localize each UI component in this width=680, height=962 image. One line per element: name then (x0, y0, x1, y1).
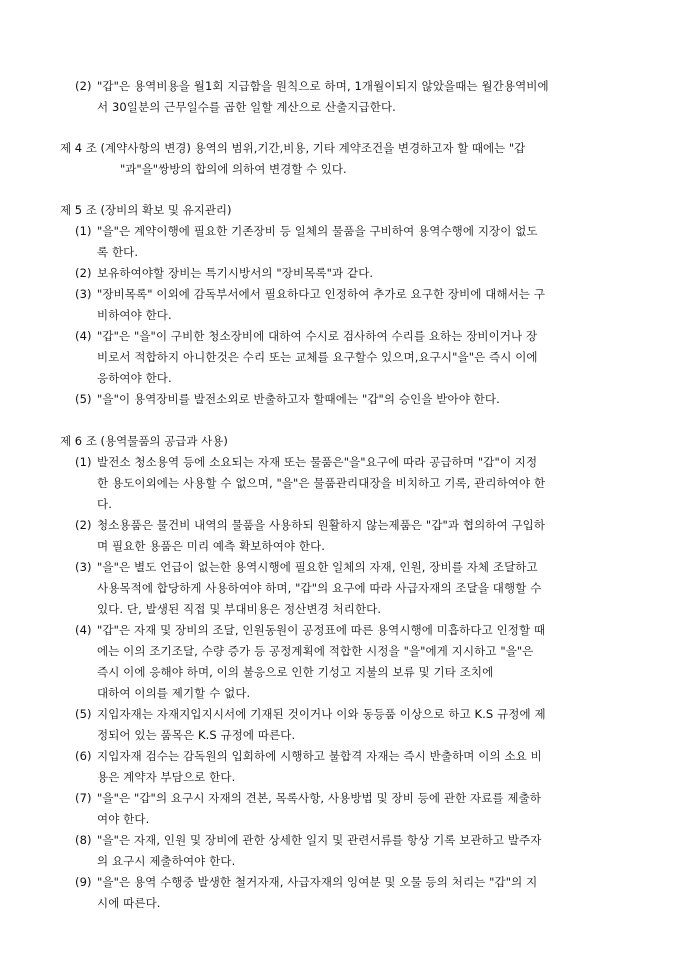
article-5-item-2 (75, 263, 635, 284)
item-text-line: 지입자재는 자재지입지시서에 기재된 것이거나 이와 동등품 이상으로 하고 K.S 규정에 제 (97, 707, 546, 721)
item-text-line: 용은 계약자 부담으로 한다. (97, 770, 236, 784)
article-5-item-1 (75, 221, 635, 263)
item-text-line: "을"은 "갑"의 요구시 자재의 견본, 목록사항, 사용방법 및 장비 등에 관한 자료를 제출하 (97, 791, 542, 805)
item-text-line: 며 필요한 용품은 미리 예측 확보하여야 한다. (97, 539, 326, 553)
item-text-line: "갑"은 자재 및 장비의 조달, 인원동원이 공정표에 따른 용역시행에 미흡하다고 인정할 때 (97, 623, 546, 637)
article-5-item-5 (75, 389, 635, 410)
item-text-line: "을"은 별도 언급이 없는한 용역시행에 필요한 일체의 자재, 인원, 장비를 자체 조달하고 (97, 560, 538, 574)
item-number: (5) (75, 392, 92, 406)
article-6-item-6 (75, 746, 635, 788)
item-text-line: 록 한다. (97, 245, 139, 259)
item-text-line: 발전소 청소용역 등에 소요되는 자재 또는 물품은"을"요구에 따라 공급하며 "갑"이 지정 (97, 455, 538, 469)
item-number: (8) (75, 833, 92, 847)
item-number: (2) (75, 518, 92, 532)
item-text-line: 다. (97, 497, 112, 511)
item-text-line: 청소용품은 물건비 내역의 물품을 사용하되 원활하지 않는제품은 "갑"과 협의하여 구입하 (97, 518, 546, 532)
article-5-item-3 (75, 284, 635, 326)
item-number: (4) (75, 623, 92, 637)
item-text-line: 즉시 이에 응해야 하며, 이의 불응으로 인한 기성고 지불의 보류 및 기타 조치에 (97, 665, 494, 679)
item-text-line: "을"은 자재, 인원 및 장비에 관한 상세한 일지 및 관련서류를 항상 기록 보관하고 발주자 (97, 833, 542, 847)
item-text-line: 의 요구시 제출하여야 한다. (97, 854, 236, 868)
item-text-line: "을"은 계약이행에 필요한 기존장비 등 일체의 물품을 구비하여 용역수행에 지장이 없도 (97, 224, 538, 238)
payment-clause-item-2 (75, 76, 635, 118)
article-4-text-line: "과"을"쌍방의 합의에 의하여 변경할 수 있다. (120, 162, 347, 176)
item-text-line: 응하여야 한다. (97, 371, 172, 385)
article-4-text-line: 제 4 조 (계약사항의 변경) 용역의 범위,기간,비용, 기타 계약조건을 변경하고자 할 때에는 "갑 (60, 141, 526, 155)
item-text-line: 에는 이의 조기조달, 수량 증가 등 공정계획에 적합한 시정을 "을"에게 지시하고 "을"은 (97, 644, 534, 658)
item-text-line: "을"이 용역장비를 발전소외로 반출하고자 할때에는 "갑"의 승인을 받아야 한다. (97, 392, 500, 406)
item-number: (7) (75, 791, 92, 805)
item-text-line: "갑"은 "을"이 구비한 청소장비에 대하여 수시로 검사하여 수리를 요하는 장비이거나 장 (97, 329, 538, 343)
item-text-line: 보유하여야할 장비는 특기시방서의 "장비목록"과 같다. (97, 266, 374, 280)
item-number: (2) (75, 266, 92, 280)
item-text-line: "장비목록" 이외에 감독부서에서 필요하다고 인정하여 추가로 요구한 장비에 대해서는 구 (97, 287, 546, 301)
item-text-line: 지입자재 검수는 감독원의 입회하에 시행하고 불합격 자재는 즉시 반출하며 이의 소요 비 (97, 749, 542, 763)
article-6-item-3 (75, 557, 635, 620)
item-text-line: "갑"은 용역비용을 월1회 지급함을 원칙으로 하며, 1개월이되지 않았을때는 월간용역비에 (97, 79, 549, 93)
article-6-item-2 (75, 515, 635, 557)
article-6-item-5 (75, 704, 635, 746)
item-number: (1) (75, 224, 92, 238)
item-number: (6) (75, 749, 92, 763)
item-text-line: 정되어 있는 품목은 K.S 규정에 따른다. (97, 728, 296, 742)
item-text-line: 비로서 적합하지 아니한것은 수리 또는 교체를 요구할수 있으며,요구시"을"은 즉시 이에 (97, 350, 538, 364)
item-number: (5) (75, 707, 92, 721)
item-number: (4) (75, 329, 92, 343)
item-number: (3) (75, 560, 92, 574)
item-number: (2) (75, 79, 92, 93)
article-6-heading: 제 6 조 (용역물품의 공급과 사용) (60, 434, 228, 448)
item-number: (9) (75, 875, 92, 889)
item-text-line: 비하여야 한다. (97, 308, 172, 322)
item-text-line: "을"은 용역 수행중 발생한 철거자재, 사급자재의 잉여분 및 오물 등의 처리는 "갑"의 지 (97, 875, 538, 889)
article-5-heading: 제 5 조 (장비의 확보 및 유지관리) (60, 203, 232, 217)
article-6-item-4 (75, 620, 635, 704)
item-text-line: 한 용도이외에는 사용할 수 없으며, "을"은 물품관리대장을 비치하고 기록, 관리하여야 한 (97, 476, 546, 490)
item-text-line: 대하여 이의를 제기할 수 없다. (97, 686, 251, 700)
article-4 (60, 138, 640, 180)
article-6-item-8 (75, 830, 635, 872)
item-number: (1) (75, 455, 92, 469)
item-text-line: 서 30일분의 근무일수를 곱한 일할 계산으로 산출지급한다. (97, 100, 396, 114)
item-text-line: 사용목적에 합당하게 사용하여야 하며, "갑"의 요구에 따라 사급자재의 조달을 대행할 수 (97, 581, 542, 595)
article-6-item-7 (75, 788, 635, 830)
article-6-item-1 (75, 452, 635, 515)
item-text-line: 있다. 단, 발생된 직접 및 부대비용은 정산변경 처리한다. (97, 602, 382, 616)
article-5-item-4 (75, 326, 635, 389)
item-text-line: 시에 따른다. (97, 896, 161, 910)
article-6-item-9 (75, 872, 635, 914)
item-number: (3) (75, 287, 92, 301)
item-text-line: 여야 한다. (97, 812, 150, 826)
